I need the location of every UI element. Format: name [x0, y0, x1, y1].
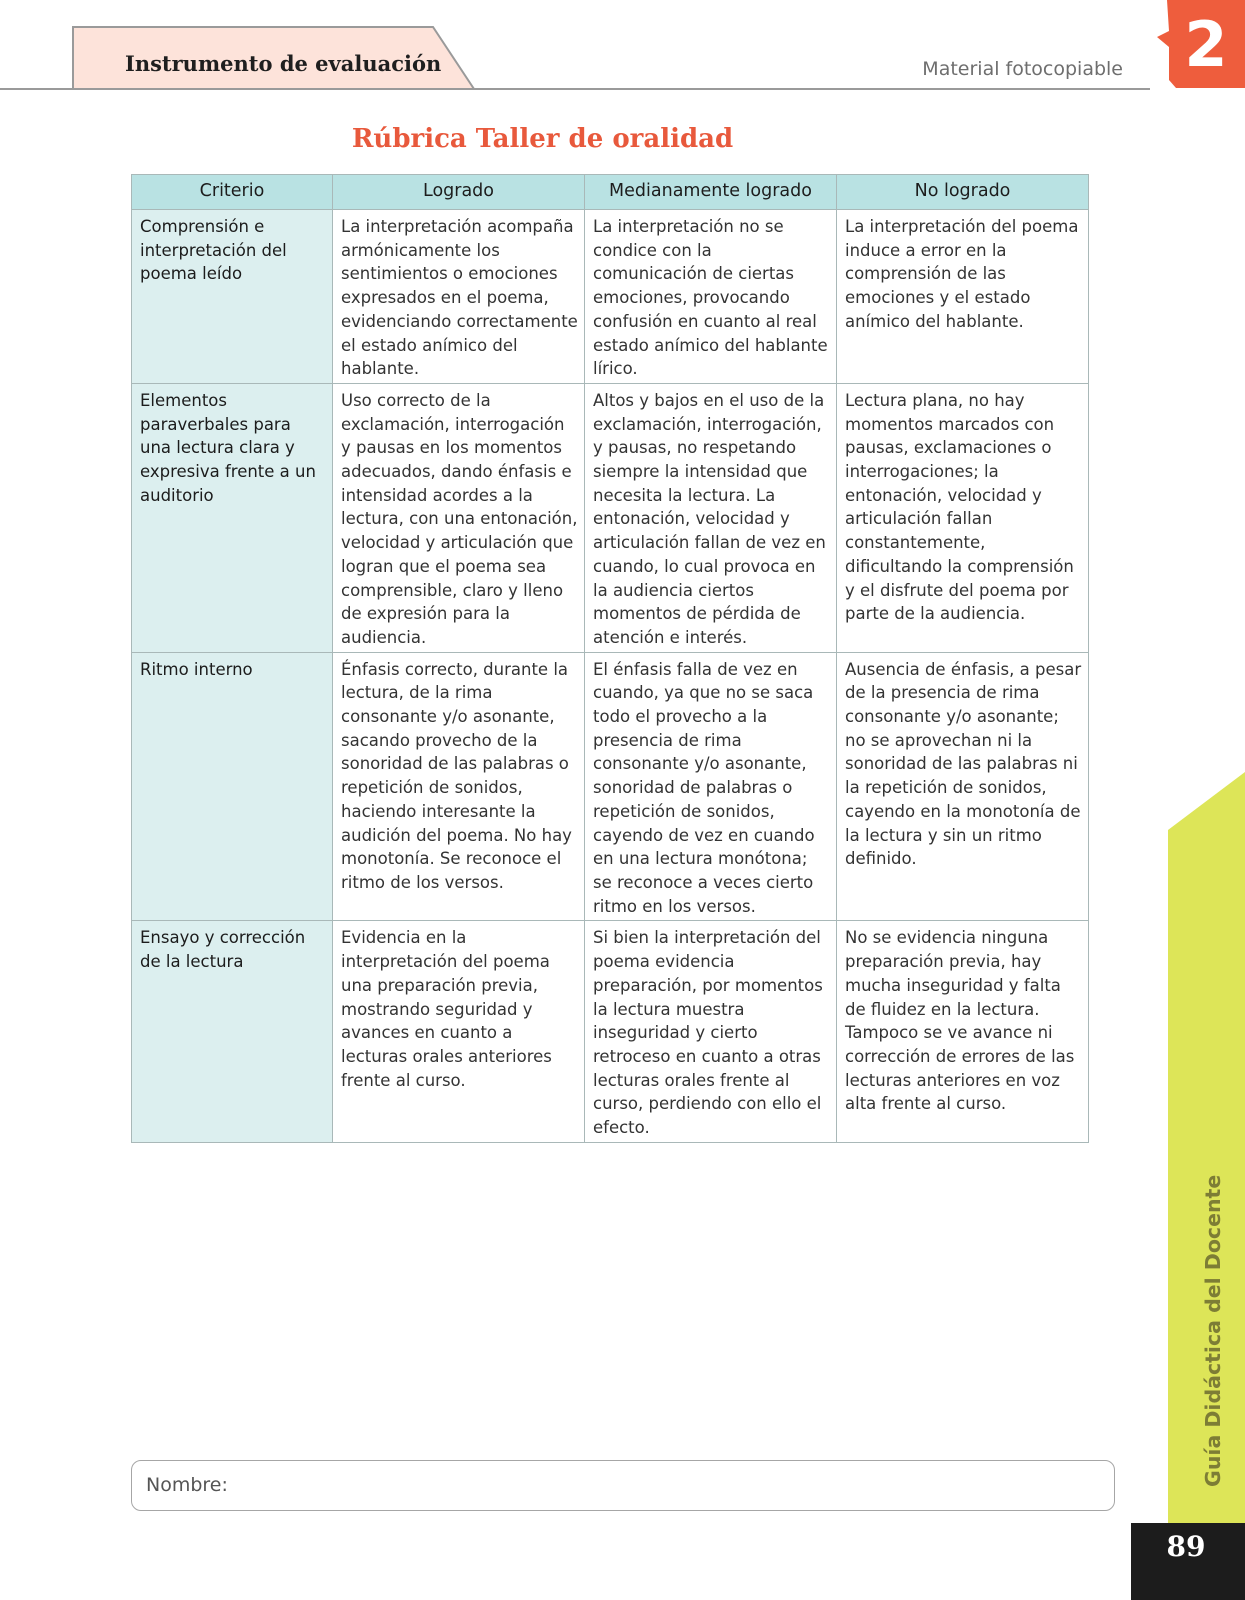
criterion-cell: Ensayo y corrección de la lectura [132, 921, 333, 1142]
page-number: 89 [1166, 1530, 1206, 1563]
no-logrado-cell: No se evidencia ninguna preparación previa, hay mucha inseguridad y falta de fluidez en la lectura. Tampoco se ve avance ni corrección de errores de las lecturas anteriores en voz alta frente al curso. [837, 921, 1089, 1142]
table-row [132, 383, 1089, 652]
rubric-table [131, 174, 1089, 1143]
sidebar-title: Guía Didáctica del Docente [1201, 1174, 1225, 1487]
header-tab-label: Instrumento de evaluación [125, 51, 442, 76]
medianamente-cell: La interpretación no se condice con la comunicación de ciertas emociones, provocando confusión en cuanto al real estado anímico del hablante lírico. [585, 210, 837, 384]
logrado-cell: Evidencia en la interpretación del poema una preparación previa, mostrando seguridad y avances en cuanto a lecturas orales anteriores frente al curso. [333, 921, 585, 1142]
table-row [132, 921, 1089, 1142]
name-label: Nombre: [146, 1474, 228, 1496]
criterion-cell: Ritmo interno [132, 652, 333, 921]
logrado-cell: Uso correcto de la exclamación, interrogación y pausas en los momentos adecuados, dando énfasis e intensidad acordes a la lectura, con una entonación, velocidad y articulación que logran que el poema sea comprensible, claro y lleno de expresión para la audiencia. [333, 383, 585, 652]
medianamente-cell: Altos y bajos en el uso de la exclamación, interrogación, y pausas, no respetando siempre la intensidad que necesita la lectura. La entonación, velocidad y articulación fallan de vez en cuando, lo cual provoca en la audiencia ciertos momentos de pérdida de atención e interés. [585, 383, 837, 652]
medianamente-cell: El énfasis falla de vez en cuando, ya que no se saca todo el provecho a la presencia de rima consonante y/o asonante, sonoridad de palabras o repetición de sonidos, cayendo de vez en cuando en una lectura monótona; se reconoce a veces cierto ritmo en los versos. [585, 652, 837, 921]
criterion-cell: Elementos paraverbales para una lectura clara y expresiva frente a un auditorio [132, 383, 333, 652]
unit-number: 2 [1184, 8, 1228, 81]
header-rule [0, 88, 1150, 90]
medianamente-cell: Si bien la interpretación del poema evidencia preparación, por momentos la lectura muestra inseguridad y cierto retroceso en cuanto a otras lecturas orales frente al curso, perdiendo con ello el efecto. [585, 921, 837, 1142]
table-row [132, 652, 1089, 921]
page-title: Rúbrica Taller de oralidad [351, 124, 734, 154]
logrado-cell: La interpretación acompaña armónicamente los sentimientos o emociones expresados en el poema, evidenciando correctamente el estado anímico del hablante. [333, 210, 585, 384]
no-logrado-cell: Lectura plana, no hay momentos marcados con pausas, exclamaciones o interrogaciones; la entonación, velocidad y articulación fallan constantemente, dificultando la comprensión y el disfrute del poema por parte de la audiencia. [837, 383, 1089, 652]
logrado-cell: Énfasis correcto, durante la lectura, de la rima consonante y/o asonante, sacando provecho de la sonoridad de las palabras o repetición de sonidos, haciendo interesante la audición del poema. No hay monotonía. Se reconoce el ritmo de los versos. [333, 652, 585, 921]
no-logrado-cell: Ausencia de énfasis, a pesar de la presencia de rima consonante y/o asonante; no se aprovechan ni la sonoridad de las palabras ni la repetición de sonidos, cayendo en la monotonía de la lectura y sin un ritmo definido. [837, 652, 1089, 921]
header-no-logrado: No logrado [837, 175, 1089, 210]
material-label: Material fotocopiable [922, 58, 1123, 80]
header-logrado: Logrado [333, 175, 585, 210]
no-logrado-cell: La interpretación del poema induce a error en la comprensión de las emociones y el estado anímico del hablante. [837, 210, 1089, 384]
criterion-cell: Comprensión e interpretación del poema leído [132, 210, 333, 384]
header-criterio: Criterio [132, 175, 333, 210]
header-medianamente-logrado: Medianamente logrado [585, 175, 837, 210]
table-row [132, 210, 1089, 384]
table-header-row [132, 175, 1089, 210]
name-field[interactable] [131, 1460, 1115, 1511]
